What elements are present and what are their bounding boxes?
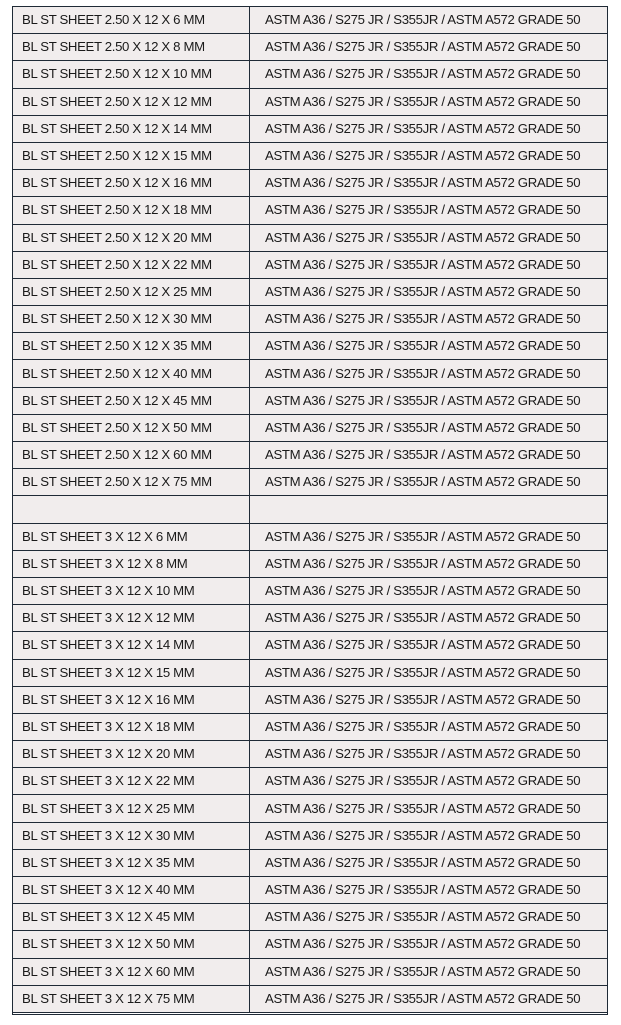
table-body [13,7,608,1013]
product-cell: BL ST SHEET 3 X 12 X 45 MM [13,904,250,931]
table-row [13,605,608,632]
table-row [13,142,608,169]
grade-cell: ASTM A36 / S275 JR / S355JR / ASTM A572 GRADE 50 [250,632,608,659]
product-cell: BL ST SHEET 2.50 X 12 X 16 MM [13,170,250,197]
product-cell: BL ST SHEET 2.50 X 12 X 18 MM [13,197,250,224]
table-row [13,768,608,795]
table-row [13,958,608,985]
product-cell: BL ST SHEET 3 X 12 X 25 MM [13,795,250,822]
product-cell: BL ST SHEET 3 X 12 X 50 MM [13,931,250,958]
grade-cell: ASTM A36 / S275 JR / S355JR / ASTM A572 GRADE 50 [250,278,608,305]
grade-cell: ASTM A36 / S275 JR / S355JR / ASTM A572 GRADE 50 [250,931,608,958]
product-cell [13,496,250,523]
table-row [13,115,608,142]
product-cell: BL ST SHEET 3 X 12 X 16 MM [13,686,250,713]
grade-cell: ASTM A36 / S275 JR / S355JR / ASTM A572 GRADE 50 [250,958,608,985]
table-row [13,795,608,822]
product-cell: BL ST SHEET 3 X 12 X 15 MM [13,659,250,686]
product-grade-table [12,6,608,1013]
table-row [13,251,608,278]
grade-cell: ASTM A36 / S275 JR / S355JR / ASTM A572 GRADE 50 [250,333,608,360]
grade-cell: ASTM A36 / S275 JR / S355JR / ASTM A572 GRADE 50 [250,88,608,115]
grade-cell: ASTM A36 / S275 JR / S355JR / ASTM A572 GRADE 50 [250,686,608,713]
grade-cell: ASTM A36 / S275 JR / S355JR / ASTM A572 GRADE 50 [250,795,608,822]
table-row [13,523,608,550]
product-cell: BL ST SHEET 3 X 12 X 12 MM [13,605,250,632]
product-cell: BL ST SHEET 3 X 12 X 18 MM [13,713,250,740]
grade-cell: ASTM A36 / S275 JR / S355JR / ASTM A572 GRADE 50 [250,414,608,441]
product-cell: BL ST SHEET 2.50 X 12 X 20 MM [13,224,250,251]
product-cell: BL ST SHEET 2.50 X 12 X 40 MM [13,360,250,387]
product-cell: BL ST SHEET 2.50 X 12 X 50 MM [13,414,250,441]
grade-cell: ASTM A36 / S275 JR / S355JR / ASTM A572 GRADE 50 [250,387,608,414]
grade-cell: ASTM A36 / S275 JR / S355JR / ASTM A572 GRADE 50 [250,34,608,61]
grade-cell: ASTM A36 / S275 JR / S355JR / ASTM A572 GRADE 50 [250,224,608,251]
product-cell: BL ST SHEET 2.50 X 12 X 30 MM [13,306,250,333]
grade-cell: ASTM A36 / S275 JR / S355JR / ASTM A572 GRADE 50 [250,523,608,550]
grade-cell: ASTM A36 / S275 JR / S355JR / ASTM A572 GRADE 50 [250,985,608,1012]
grade-cell: ASTM A36 / S275 JR / S355JR / ASTM A572 GRADE 50 [250,251,608,278]
table-row [13,822,608,849]
table-row [13,197,608,224]
product-cell: BL ST SHEET 3 X 12 X 60 MM [13,958,250,985]
grade-cell: ASTM A36 / S275 JR / S355JR / ASTM A572 GRADE 50 [250,741,608,768]
table-row [13,713,608,740]
table-row [13,88,608,115]
table-row [13,360,608,387]
table-row [13,904,608,931]
table-row [13,632,608,659]
product-cell: BL ST SHEET 3 X 12 X 75 MM [13,985,250,1012]
product-cell: BL ST SHEET 2.50 X 12 X 12 MM [13,88,250,115]
product-cell: BL ST SHEET 3 X 12 X 14 MM [13,632,250,659]
grade-cell: ASTM A36 / S275 JR / S355JR / ASTM A572 GRADE 50 [250,713,608,740]
product-cell: BL ST SHEET 2.50 X 12 X 14 MM [13,115,250,142]
grade-cell [250,496,608,523]
product-cell: BL ST SHEET 2.50 X 12 X 22 MM [13,251,250,278]
table-row [13,387,608,414]
table-row [13,278,608,305]
grade-cell: ASTM A36 / S275 JR / S355JR / ASTM A572 GRADE 50 [250,197,608,224]
grade-cell: ASTM A36 / S275 JR / S355JR / ASTM A572 GRADE 50 [250,306,608,333]
table-row [13,333,608,360]
table-row [13,442,608,469]
table-row [13,931,608,958]
grade-cell: ASTM A36 / S275 JR / S355JR / ASTM A572 GRADE 50 [250,469,608,496]
grade-cell: ASTM A36 / S275 JR / S355JR / ASTM A572 GRADE 50 [250,442,608,469]
product-cell: BL ST SHEET 2.50 X 12 X 45 MM [13,387,250,414]
product-cell: BL ST SHEET 3 X 12 X 20 MM [13,741,250,768]
table-row [13,7,608,34]
product-cell: BL ST SHEET 3 X 12 X 40 MM [13,877,250,904]
table-row [13,170,608,197]
product-cell: BL ST SHEET 3 X 12 X 30 MM [13,822,250,849]
table-row [13,34,608,61]
grade-cell: ASTM A36 / S275 JR / S355JR / ASTM A572 GRADE 50 [250,877,608,904]
grade-cell: ASTM A36 / S275 JR / S355JR / ASTM A572 GRADE 50 [250,7,608,34]
table-row [13,741,608,768]
product-cell: BL ST SHEET 3 X 12 X 6 MM [13,523,250,550]
grade-cell: ASTM A36 / S275 JR / S355JR / ASTM A572 GRADE 50 [250,61,608,88]
table-row [13,550,608,577]
product-cell: BL ST SHEET 2.50 X 12 X 25 MM [13,278,250,305]
grade-cell: ASTM A36 / S275 JR / S355JR / ASTM A572 GRADE 50 [250,577,608,604]
grade-cell: ASTM A36 / S275 JR / S355JR / ASTM A572 GRADE 50 [250,360,608,387]
product-cell: BL ST SHEET 2.50 X 12 X 15 MM [13,142,250,169]
grade-cell: ASTM A36 / S275 JR / S355JR / ASTM A572 GRADE 50 [250,849,608,876]
product-cell: BL ST SHEET 2.50 X 12 X 35 MM [13,333,250,360]
product-cell: BL ST SHEET 3 X 12 X 22 MM [13,768,250,795]
table-row [13,985,608,1012]
product-cell: BL ST SHEET 2.50 X 12 X 6 MM [13,7,250,34]
table-row [13,306,608,333]
product-cell: BL ST SHEET 2.50 X 12 X 75 MM [13,469,250,496]
grade-cell: ASTM A36 / S275 JR / S355JR / ASTM A572 GRADE 50 [250,659,608,686]
table-row [13,469,608,496]
product-cell: BL ST SHEET 2.50 X 12 X 8 MM [13,34,250,61]
table-row [13,849,608,876]
grade-cell: ASTM A36 / S275 JR / S355JR / ASTM A572 GRADE 50 [250,550,608,577]
product-cell: BL ST SHEET 3 X 12 X 8 MM [13,550,250,577]
product-cell: BL ST SHEET 3 X 12 X 10 MM [13,577,250,604]
product-cell: BL ST SHEET 2.50 X 12 X 10 MM [13,61,250,88]
table-row-blank [13,496,608,523]
table-row [13,686,608,713]
table-row [13,224,608,251]
table-row [13,577,608,604]
grade-cell: ASTM A36 / S275 JR / S355JR / ASTM A572 GRADE 50 [250,768,608,795]
table-row [13,877,608,904]
grade-cell: ASTM A36 / S275 JR / S355JR / ASTM A572 GRADE 50 [250,115,608,142]
table-row [13,659,608,686]
grade-cell: ASTM A36 / S275 JR / S355JR / ASTM A572 GRADE 50 [250,170,608,197]
table-row [13,61,608,88]
table-row [13,414,608,441]
grade-cell: ASTM A36 / S275 JR / S355JR / ASTM A572 GRADE 50 [250,822,608,849]
product-cell: BL ST SHEET 2.50 X 12 X 60 MM [13,442,250,469]
grade-cell: ASTM A36 / S275 JR / S355JR / ASTM A572 GRADE 50 [250,904,608,931]
grade-cell: ASTM A36 / S275 JR / S355JR / ASTM A572 GRADE 50 [250,142,608,169]
grade-cell: ASTM A36 / S275 JR / S355JR / ASTM A572 GRADE 50 [250,605,608,632]
product-cell: BL ST SHEET 3 X 12 X 35 MM [13,849,250,876]
